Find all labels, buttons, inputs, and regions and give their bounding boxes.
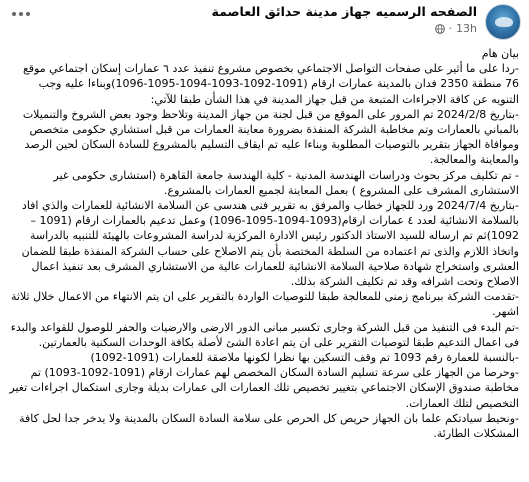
globe-icon <box>435 24 445 34</box>
post-paragraph: -بتاريخ 2024/2/8 تم المرور على الموقع من قبل لجنة من جهاز المدينة وتلاحظ وجود بعض الشروخ والتنميلات بالمباني بالعمارات وتم مخاطبة الشركة المنفذة بضرورة معاينة العمارات من قبل استشاري حكومى متخصص وموافاة الجهاز بتقرير بالتوصيات المطلوبة وبناءا عليه تم ايقاف التسليم بالمشروع للسادة السكان لحين الرصد والمعاينة والمعالجة. <box>22 107 519 167</box>
post-paragraph: -بتاريخ 2024/7/4 ورد للجهاز خطاب والمرفق به تقرير فنى هندسى عن السلامة الانشائية للعمارات والذي افاد بالسلامة الانشائية لعدد ٤ عمارات ارقام(1093-1094-1095-1096) وعمل تدعيم بالعمارات ارقام (1091 – 1092)ثم تم ارساله للسيد الاستاذ الدكتور رئيس الادارة المركزية لدراسة المشروعات بالهيئة للتنبيه بالدراسة واتخاذ اللازم والذى تم اعتماده من السلطة المختصة بأن يتم الاصلاح على حساب الشركة المنفذة طبقا للضمان العشرى واستخراج شهادة صلاحية السلامة الانشائية للعمارات عالية من الاستشاري المشرف بعد تنفيذ اعمال الاصلاح وتحت اشرافه وقد تم تكليف الشركة بذلك. <box>21 199 519 289</box>
post-paragraph: -تم البدء فى التنفيذ من قبل الشركة وجارى تكسير مبانى الدور الارضى والارضيات والحفر للوصول للقواعد والبدء فى اعمال التدعيم طبقا لتوصيات التقرير على ان يتم اعادة الشئ لأصلة بكافة الوحدات السكنية بالعمارتين. <box>10 320 519 349</box>
meta-separator: · <box>448 22 453 35</box>
page-avatar[interactable] <box>485 4 521 40</box>
post-paragraph: -ونحيط سيادتكم علما بان الجهاز حريص كل الحرص على سلامة السادة السكان بالمدينة ولا يدخر جدا لحل كافة المشكلات الطارئة. <box>19 411 519 441</box>
post-greeting: بيان هام <box>481 47 519 60</box>
more-options-button[interactable] <box>8 4 34 24</box>
post-paragraph: -ردا على ما أثير على صفحات التواصل الاجتماعي بخصوص مشروع تنفيذ عدد ٦ عمارات إسكان اجتماعي موقع 76 منطقة 2350 فدان بالمدينة عمارات ارقام (1091-1092-1093-1094-1095-1096)وبناءا عليه وجب التنويه عن كافة الاجراءات المتبعة من قبل جهاز المدينة في هذا الشأن طبقا للآتي: <box>22 62 519 106</box>
post-paragraph: -تقدمت الشركة ببرنامج زمنى للمعالجة طبقا للتوصيات الواردة بالتقرير على ان يتم الانتهاء من الاعمال خلال ثلاثة اشهر. <box>11 290 519 319</box>
more-horizontal-icon <box>12 12 30 16</box>
post-body <box>8 46 519 441</box>
page-name[interactable]: الصفحه الرسميه جهاز مدينة حدائق العاصمة <box>211 4 477 19</box>
post-paragraph: -وحرصا من الجهاز على سرعة تسليم السادة السكان المخصص لهم عمارات ارقام (1091-1092-1093) تم مخاطبة صندوق الإسكان الاجتماعي بتغيير تخصيص تلك العمارات الى عمارات بديلة وجارى استكمال اجراءات تغير التخصيص لتلك العمارات. <box>9 366 519 410</box>
post-paragraph: - تم تكليف مركز بحوث ودراسات الهندسة المدنية - كلية الهندسة جامعة القاهرة (استشارى حكومى غير الاستشارى المشرف على المشروع ) بعمل المعاينة لجميع العمارات بالمشروع. <box>53 168 519 197</box>
post-header <box>0 0 529 44</box>
post-time[interactable]: 13h <box>456 22 477 35</box>
post-paragraph: -بالنسبة للعمارة رقم 1093 تم وقف التسكين بها نظرا لكونها ملاصقة للعمارات (1091-1092) <box>90 351 519 365</box>
post-meta <box>435 22 477 35</box>
